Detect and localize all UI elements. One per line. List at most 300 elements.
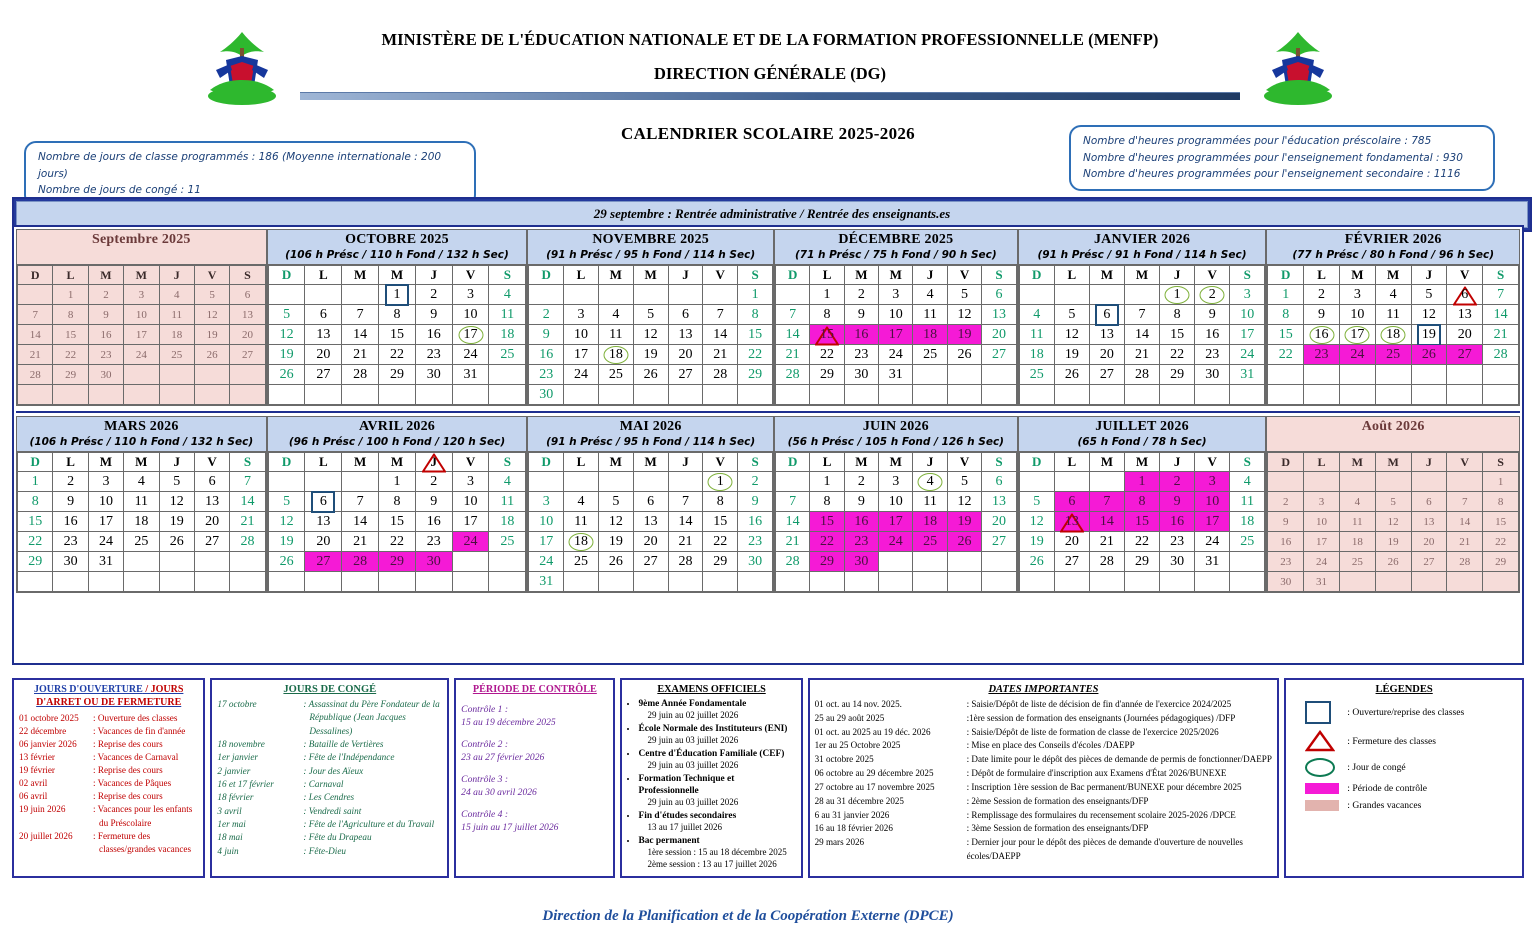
day-cell[interactable] — [230, 345, 265, 365]
day-cell[interactable] — [703, 325, 738, 345]
day-cell[interactable] — [1054, 345, 1089, 365]
day-cell[interactable] — [529, 552, 564, 572]
day-cell[interactable] — [564, 365, 599, 385]
day-cell[interactable] — [1447, 512, 1483, 532]
day-cell[interactable] — [879, 345, 913, 365]
day-cell[interactable] — [982, 325, 1016, 345]
day-cell[interactable] — [53, 325, 88, 345]
day-cell[interactable] — [1230, 325, 1265, 345]
day-cell[interactable] — [738, 472, 773, 492]
day-cell[interactable] — [1019, 345, 1054, 365]
day-cell[interactable] — [1411, 305, 1447, 325]
day-cell[interactable] — [305, 325, 342, 345]
day-cell[interactable] — [982, 285, 1016, 305]
day-cell[interactable] — [668, 345, 703, 365]
day-cell[interactable] — [1195, 325, 1230, 345]
day-cell[interactable] — [194, 345, 229, 365]
day-cell[interactable] — [1339, 512, 1375, 532]
day-cell[interactable] — [810, 512, 844, 532]
day-cell[interactable] — [415, 365, 452, 385]
day-cell[interactable] — [703, 345, 738, 365]
day-cell[interactable] — [1089, 365, 1124, 385]
day-cell[interactable] — [1019, 325, 1054, 345]
day-cell[interactable] — [53, 532, 88, 552]
day-cell[interactable] — [88, 365, 123, 385]
day-cell[interactable] — [305, 305, 342, 325]
day-cell[interactable] — [415, 305, 452, 325]
day-cell[interactable] — [452, 492, 489, 512]
day-cell[interactable] — [1195, 305, 1230, 325]
day-cell[interactable] — [913, 512, 947, 532]
day-cell[interactable] — [1054, 532, 1089, 552]
day-cell[interactable] — [775, 325, 809, 345]
day-cell[interactable] — [415, 532, 452, 552]
day-cell[interactable] — [529, 512, 564, 532]
day-cell[interactable] — [53, 512, 88, 532]
day-cell[interactable] — [342, 345, 379, 365]
day-cell[interactable] — [1304, 325, 1340, 345]
day-cell[interactable] — [379, 552, 416, 572]
day-cell[interactable] — [529, 492, 564, 512]
day-cell[interactable] — [159, 512, 194, 532]
day-cell[interactable] — [879, 365, 913, 385]
day-cell[interactable] — [1483, 492, 1519, 512]
day-cell[interactable] — [452, 512, 489, 532]
day-cell[interactable] — [598, 365, 633, 385]
day-cell[interactable] — [633, 325, 668, 345]
day-cell[interactable] — [415, 492, 452, 512]
day-cell[interactable] — [529, 325, 564, 345]
day-cell[interactable] — [633, 345, 668, 365]
day-cell[interactable] — [564, 305, 599, 325]
day-cell[interactable] — [1268, 572, 1304, 592]
day-cell[interactable] — [452, 305, 489, 325]
day-cell[interactable] — [738, 532, 773, 552]
day-cell[interactable] — [1019, 552, 1054, 572]
day-cell[interactable] — [1339, 345, 1375, 365]
day-cell[interactable] — [1230, 365, 1265, 385]
day-cell[interactable] — [268, 365, 305, 385]
day-cell[interactable] — [775, 512, 809, 532]
day-cell[interactable] — [947, 345, 981, 365]
day-cell[interactable] — [1054, 305, 1089, 325]
day-cell[interactable] — [1195, 345, 1230, 365]
day-cell[interactable] — [305, 532, 342, 552]
day-cell[interactable] — [489, 492, 526, 512]
day-cell[interactable] — [598, 325, 633, 345]
day-cell[interactable] — [1304, 512, 1340, 532]
day-cell[interactable] — [738, 345, 773, 365]
day-cell[interactable] — [305, 345, 342, 365]
day-cell[interactable] — [1054, 552, 1089, 572]
day-cell[interactable] — [1160, 552, 1195, 572]
day-cell[interactable] — [529, 305, 564, 325]
day-cell[interactable] — [529, 365, 564, 385]
day-cell[interactable] — [1268, 345, 1304, 365]
day-cell[interactable] — [1411, 325, 1447, 345]
day-cell[interactable] — [844, 345, 878, 365]
day-cell[interactable] — [1019, 365, 1054, 385]
day-cell[interactable] — [1304, 492, 1340, 512]
day-cell[interactable] — [1124, 532, 1159, 552]
day-cell[interactable] — [738, 552, 773, 572]
day-cell[interactable] — [1411, 512, 1447, 532]
day-cell[interactable] — [53, 365, 88, 385]
day-cell[interactable] — [1124, 365, 1159, 385]
day-cell[interactable] — [1019, 532, 1054, 552]
day-cell[interactable] — [564, 512, 599, 532]
day-cell[interactable] — [1054, 365, 1089, 385]
day-cell[interactable] — [1230, 532, 1265, 552]
day-cell[interactable] — [379, 492, 416, 512]
day-cell[interactable] — [1483, 512, 1519, 532]
day-cell[interactable] — [844, 492, 878, 512]
day-cell[interactable] — [305, 492, 342, 512]
day-cell[interactable] — [1411, 345, 1447, 365]
day-cell[interactable] — [738, 492, 773, 512]
day-cell[interactable] — [879, 305, 913, 325]
day-cell[interactable] — [1304, 345, 1340, 365]
day-cell[interactable] — [379, 345, 416, 365]
day-cell[interactable] — [982, 345, 1016, 365]
day-cell[interactable] — [1483, 552, 1519, 572]
day-cell[interactable] — [230, 512, 265, 532]
day-cell[interactable] — [1089, 345, 1124, 365]
day-cell[interactable] — [1124, 492, 1159, 512]
day-cell[interactable] — [564, 345, 599, 365]
day-cell[interactable] — [268, 345, 305, 365]
day-cell[interactable] — [159, 325, 194, 345]
day-cell[interactable] — [342, 325, 379, 345]
day-cell[interactable] — [124, 305, 159, 325]
day-cell[interactable] — [703, 305, 738, 325]
day-cell[interactable] — [1089, 512, 1124, 532]
day-cell[interactable] — [342, 305, 379, 325]
day-cell[interactable] — [268, 512, 305, 532]
day-cell[interactable] — [1268, 512, 1304, 532]
day-cell[interactable] — [738, 305, 773, 325]
day-cell[interactable] — [452, 345, 489, 365]
day-cell[interactable] — [194, 492, 229, 512]
day-cell[interactable] — [1160, 345, 1195, 365]
day-cell[interactable] — [529, 532, 564, 552]
day-cell[interactable] — [53, 472, 88, 492]
day-cell[interactable] — [913, 492, 947, 512]
day-cell[interactable] — [633, 365, 668, 385]
day-cell[interactable] — [1339, 325, 1375, 345]
day-cell[interactable] — [879, 325, 913, 345]
day-cell[interactable] — [947, 512, 981, 532]
day-cell[interactable] — [1375, 512, 1411, 532]
day-cell[interactable] — [879, 492, 913, 512]
day-cell[interactable] — [598, 552, 633, 572]
day-cell[interactable] — [379, 512, 416, 532]
day-cell[interactable] — [1339, 532, 1375, 552]
day-cell[interactable] — [415, 472, 452, 492]
day-cell[interactable] — [18, 492, 53, 512]
day-cell[interactable] — [633, 532, 668, 552]
day-cell[interactable] — [1447, 345, 1483, 365]
day-cell[interactable] — [194, 305, 229, 325]
day-cell[interactable] — [489, 325, 526, 345]
day-cell[interactable] — [1447, 285, 1483, 305]
day-cell[interactable] — [1019, 512, 1054, 532]
day-cell[interactable] — [159, 305, 194, 325]
day-cell[interactable] — [379, 532, 416, 552]
day-cell[interactable] — [1124, 305, 1159, 325]
day-cell[interactable] — [633, 492, 668, 512]
day-cell[interactable] — [844, 512, 878, 532]
day-cell[interactable] — [844, 285, 878, 305]
day-cell[interactable] — [1230, 345, 1265, 365]
day-cell[interactable] — [342, 492, 379, 512]
day-cell[interactable] — [268, 305, 305, 325]
day-cell[interactable] — [1195, 552, 1230, 572]
day-cell[interactable] — [1160, 285, 1195, 305]
day-cell[interactable] — [230, 285, 265, 305]
day-cell[interactable] — [810, 472, 844, 492]
day-cell[interactable] — [1054, 492, 1089, 512]
day-cell[interactable] — [88, 552, 123, 572]
day-cell[interactable] — [1339, 552, 1375, 572]
day-cell[interactable] — [1160, 512, 1195, 532]
day-cell[interactable] — [124, 532, 159, 552]
day-cell[interactable] — [810, 305, 844, 325]
day-cell[interactable] — [1230, 472, 1265, 492]
day-cell[interactable] — [1195, 532, 1230, 552]
day-cell[interactable] — [18, 305, 53, 325]
day-cell[interactable] — [88, 285, 123, 305]
day-cell[interactable] — [379, 472, 416, 492]
day-cell[interactable] — [738, 285, 773, 305]
day-cell[interactable] — [703, 472, 738, 492]
day-cell[interactable] — [913, 472, 947, 492]
day-cell[interactable] — [633, 552, 668, 572]
day-cell[interactable] — [1411, 285, 1447, 305]
day-cell[interactable] — [452, 285, 489, 305]
day-cell[interactable] — [1124, 345, 1159, 365]
day-cell[interactable] — [947, 325, 981, 345]
day-cell[interactable] — [1195, 492, 1230, 512]
day-cell[interactable] — [982, 492, 1016, 512]
day-cell[interactable] — [1375, 532, 1411, 552]
day-cell[interactable] — [1124, 472, 1159, 492]
day-cell[interactable] — [703, 365, 738, 385]
day-cell[interactable] — [844, 472, 878, 492]
day-cell[interactable] — [124, 472, 159, 492]
day-cell[interactable] — [1268, 552, 1304, 572]
day-cell[interactable] — [159, 492, 194, 512]
day-cell[interactable] — [633, 305, 668, 325]
day-cell[interactable] — [1375, 492, 1411, 512]
day-cell[interactable] — [775, 492, 809, 512]
day-cell[interactable] — [1124, 325, 1159, 345]
day-cell[interactable] — [342, 532, 379, 552]
day-cell[interactable] — [1230, 305, 1265, 325]
day-cell[interactable] — [452, 532, 489, 552]
day-cell[interactable] — [1375, 345, 1411, 365]
day-cell[interactable] — [879, 512, 913, 532]
day-cell[interactable] — [159, 345, 194, 365]
day-cell[interactable] — [88, 472, 123, 492]
day-cell[interactable] — [1160, 305, 1195, 325]
day-cell[interactable] — [159, 472, 194, 492]
day-cell[interactable] — [268, 492, 305, 512]
day-cell[interactable] — [88, 345, 123, 365]
day-cell[interactable] — [194, 512, 229, 532]
day-cell[interactable] — [1447, 325, 1483, 345]
day-cell[interactable] — [913, 345, 947, 365]
day-cell[interactable] — [268, 552, 305, 572]
day-cell[interactable] — [844, 552, 878, 572]
day-cell[interactable] — [947, 492, 981, 512]
day-cell[interactable] — [124, 345, 159, 365]
day-cell[interactable] — [1304, 305, 1340, 325]
day-cell[interactable] — [1054, 325, 1089, 345]
day-cell[interactable] — [18, 532, 53, 552]
day-cell[interactable] — [810, 552, 844, 572]
day-cell[interactable] — [194, 285, 229, 305]
day-cell[interactable] — [230, 532, 265, 552]
day-cell[interactable] — [1411, 532, 1447, 552]
day-cell[interactable] — [913, 532, 947, 552]
day-cell[interactable] — [1375, 305, 1411, 325]
day-cell[interactable] — [703, 552, 738, 572]
day-cell[interactable] — [1054, 512, 1089, 532]
day-cell[interactable] — [415, 552, 452, 572]
day-cell[interactable] — [124, 325, 159, 345]
day-cell[interactable] — [489, 512, 526, 532]
day-cell[interactable] — [879, 532, 913, 552]
day-cell[interactable] — [668, 512, 703, 532]
day-cell[interactable] — [379, 325, 416, 345]
day-cell[interactable] — [879, 472, 913, 492]
day-cell[interactable] — [703, 532, 738, 552]
day-cell[interactable] — [415, 512, 452, 532]
day-cell[interactable] — [489, 305, 526, 325]
day-cell[interactable] — [379, 285, 416, 305]
day-cell[interactable] — [18, 512, 53, 532]
day-cell[interactable] — [1160, 532, 1195, 552]
day-cell[interactable] — [1268, 325, 1304, 345]
day-cell[interactable] — [913, 305, 947, 325]
day-cell[interactable] — [1019, 305, 1054, 325]
day-cell[interactable] — [668, 325, 703, 345]
day-cell[interactable] — [738, 512, 773, 532]
day-cell[interactable] — [489, 285, 526, 305]
day-cell[interactable] — [810, 345, 844, 365]
day-cell[interactable] — [194, 325, 229, 345]
day-cell[interactable] — [1483, 285, 1519, 305]
day-cell[interactable] — [982, 532, 1016, 552]
day-cell[interactable] — [947, 305, 981, 325]
day-cell[interactable] — [775, 305, 809, 325]
day-cell[interactable] — [1411, 492, 1447, 512]
day-cell[interactable] — [1268, 305, 1304, 325]
day-cell[interactable] — [305, 552, 342, 572]
day-cell[interactable] — [529, 385, 564, 405]
day-cell[interactable] — [1230, 492, 1265, 512]
day-cell[interactable] — [1268, 492, 1304, 512]
day-cell[interactable] — [1195, 472, 1230, 492]
day-cell[interactable] — [982, 512, 1016, 532]
day-cell[interactable] — [124, 492, 159, 512]
day-cell[interactable] — [738, 325, 773, 345]
day-cell[interactable] — [230, 325, 265, 345]
day-cell[interactable] — [564, 325, 599, 345]
day-cell[interactable] — [1304, 532, 1340, 552]
day-cell[interactable] — [18, 345, 53, 365]
day-cell[interactable] — [1160, 472, 1195, 492]
day-cell[interactable] — [879, 285, 913, 305]
day-cell[interactable] — [1483, 345, 1519, 365]
day-cell[interactable] — [810, 325, 844, 345]
day-cell[interactable] — [775, 345, 809, 365]
day-cell[interactable] — [1411, 552, 1447, 572]
day-cell[interactable] — [452, 472, 489, 492]
day-cell[interactable] — [738, 365, 773, 385]
day-cell[interactable] — [598, 305, 633, 325]
day-cell[interactable] — [1375, 552, 1411, 572]
day-cell[interactable] — [1268, 532, 1304, 552]
day-cell[interactable] — [564, 532, 599, 552]
day-cell[interactable] — [775, 365, 809, 385]
day-cell[interactable] — [305, 512, 342, 532]
day-cell[interactable] — [415, 345, 452, 365]
day-cell[interactable] — [230, 492, 265, 512]
day-cell[interactable] — [18, 552, 53, 572]
day-cell[interactable] — [1483, 325, 1519, 345]
day-cell[interactable] — [194, 532, 229, 552]
day-cell[interactable] — [1447, 532, 1483, 552]
day-cell[interactable] — [230, 472, 265, 492]
day-cell[interactable] — [529, 572, 564, 592]
day-cell[interactable] — [88, 325, 123, 345]
day-cell[interactable] — [230, 305, 265, 325]
day-cell[interactable] — [947, 472, 981, 492]
day-cell[interactable] — [564, 492, 599, 512]
day-cell[interactable] — [1483, 472, 1519, 492]
day-cell[interactable] — [913, 325, 947, 345]
day-cell[interactable] — [1124, 552, 1159, 572]
day-cell[interactable] — [489, 532, 526, 552]
day-cell[interactable] — [703, 492, 738, 512]
day-cell[interactable] — [18, 325, 53, 345]
day-cell[interactable] — [1375, 325, 1411, 345]
day-cell[interactable] — [564, 552, 599, 572]
day-cell[interactable] — [415, 285, 452, 305]
day-cell[interactable] — [1230, 285, 1265, 305]
day-cell[interactable] — [53, 305, 88, 325]
day-cell[interactable] — [18, 472, 53, 492]
day-cell[interactable] — [452, 325, 489, 345]
day-cell[interactable] — [53, 552, 88, 572]
day-cell[interactable] — [1195, 285, 1230, 305]
day-cell[interactable] — [1160, 365, 1195, 385]
day-cell[interactable] — [810, 365, 844, 385]
day-cell[interactable] — [1089, 492, 1124, 512]
day-cell[interactable] — [379, 365, 416, 385]
day-cell[interactable] — [342, 512, 379, 532]
day-cell[interactable] — [1483, 305, 1519, 325]
day-cell[interactable] — [88, 512, 123, 532]
day-cell[interactable] — [1160, 325, 1195, 345]
day-cell[interactable] — [668, 305, 703, 325]
day-cell[interactable] — [668, 365, 703, 385]
day-cell[interactable] — [88, 305, 123, 325]
day-cell[interactable] — [947, 532, 981, 552]
day-cell[interactable] — [1339, 285, 1375, 305]
